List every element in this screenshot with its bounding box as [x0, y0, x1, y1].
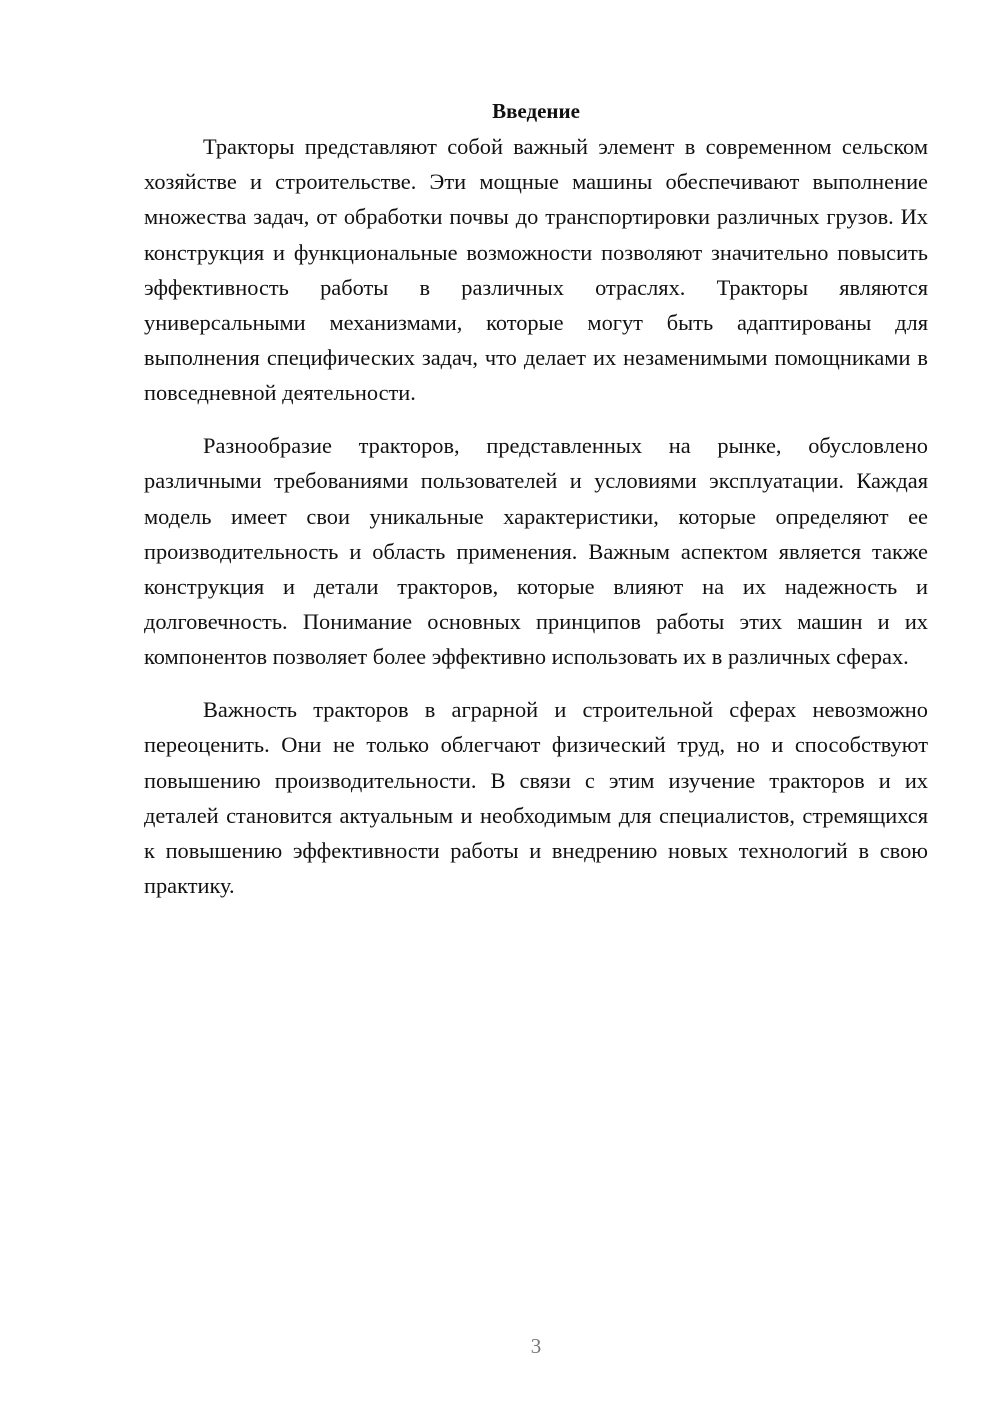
page-number: 3: [530, 1334, 542, 1358]
page-content: [144, 94, 928, 903]
paragraph-1: Тракторы представляют собой важный элемент в современном сельском хозяйстве и строительстве. Эти мощные машины обеспечивают выполнение множества задач, от обработки почвы до транспортировки различных грузов. Их конструкция и функциональные возможности позволяют значительно повысить эффективность работы в различных отраслях. Тракторы являются универсальными механизмами, которые могут быть адаптированы для выполнения специфических задач, что делает их незаменимыми помощниками в повседневной деятельности.: [144, 134, 928, 406]
paragraph-2: Разнообразие тракторов, представленных на рынке, обусловлено различными требованиями пользователей и условиями эксплуатации. Каждая модель имеет свои уникальные характеристики, которые определяют ее производительность и область применения. Важным аспектом является также конструкция и детали тракторов, которые влияют на их надежность и долговечность. Понимание основных принципов работы этих машин и их компонентов позволяет более эффективно использовать их в различных сферах.: [144, 433, 928, 670]
section-heading: Введение: [492, 99, 580, 123]
paragraph-3: Важность тракторов в аграрной и строительной сферах невозможно переоценить. Они не только облегчают физический труд, но и способствуют повышению производительности. В связи с этим изучение тракторов и их деталей становится актуальным и необходимым для специалистов, стремящихся к повышению эффективности работы и внедрению новых технологий в свою практику.: [144, 697, 928, 899]
